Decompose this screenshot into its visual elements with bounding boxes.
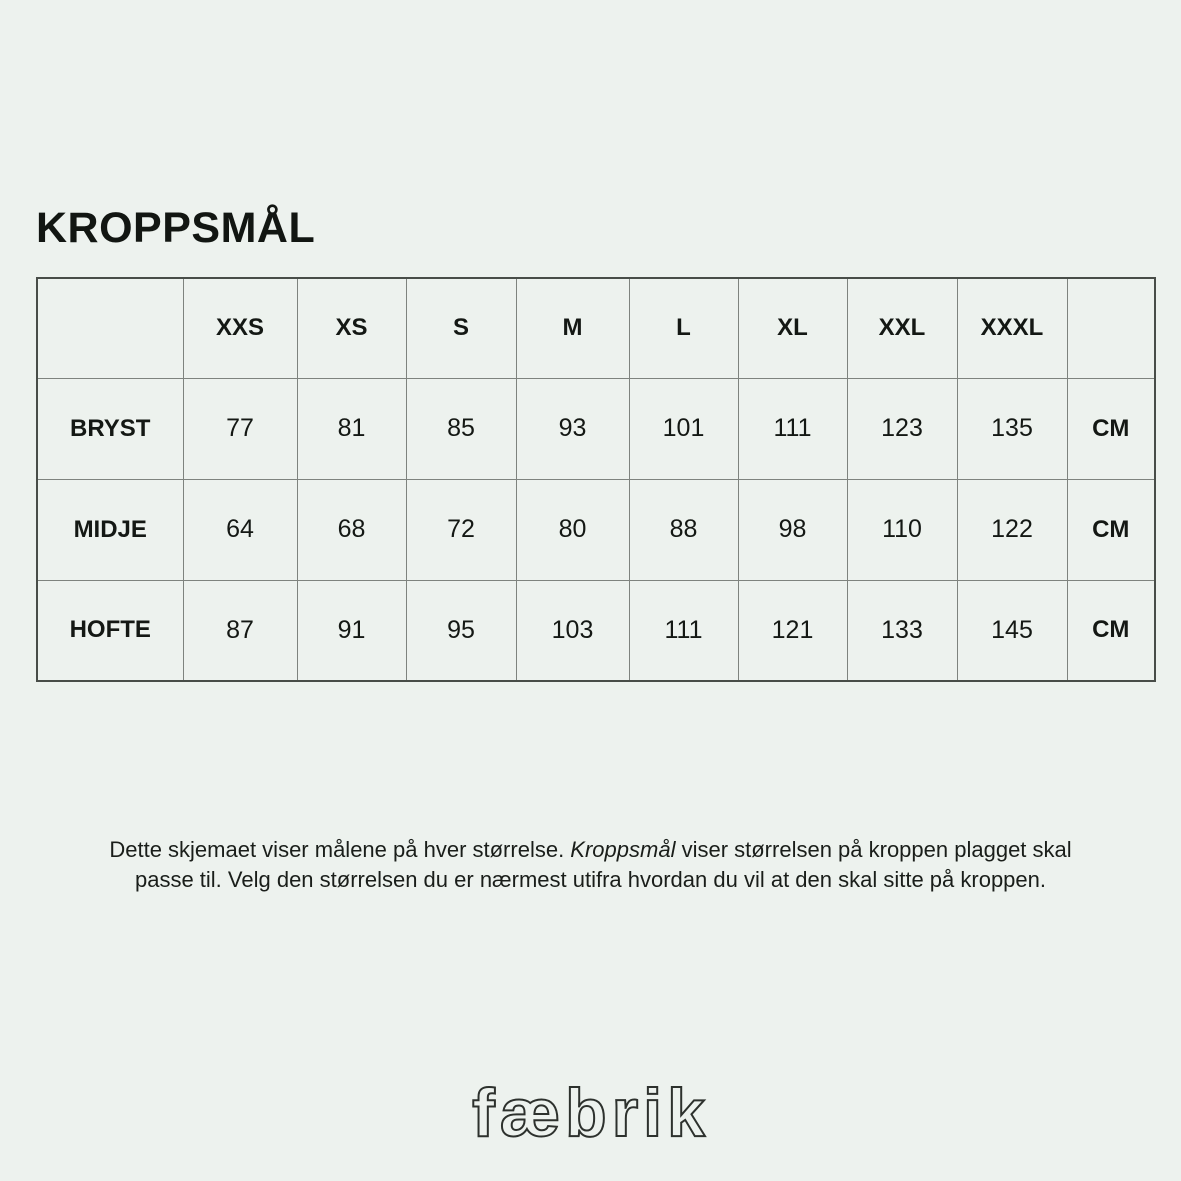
column-header-xxs: XXS [183, 278, 297, 378]
measurement-cell: 95 [406, 580, 516, 681]
measurement-cell: 91 [297, 580, 406, 681]
measurement-cell: 110 [847, 479, 957, 580]
description-text [108, 835, 1073, 895]
table-row-hofte [37, 580, 1155, 681]
measurement-cell: 80 [516, 479, 629, 580]
measurement-cell: 123 [847, 378, 957, 479]
measurement-cell: 77 [183, 378, 297, 479]
row-label-bryst: BRYST [37, 378, 183, 479]
measurement-cell: 111 [738, 378, 847, 479]
column-header-empty [1067, 278, 1155, 378]
table-row-bryst [37, 378, 1155, 479]
table-row-midje [37, 479, 1155, 580]
column-header-xxxl: XXXL [957, 278, 1067, 378]
measurement-cell: 101 [629, 378, 738, 479]
measurement-cell: 111 [629, 580, 738, 681]
measurement-cell: 88 [629, 479, 738, 580]
column-header-l: L [629, 278, 738, 378]
measurement-cell: 98 [738, 479, 847, 580]
description-part-2: viser størrelsen på kroppen plagget skal passe til. Velg den størrelsen du er nærmest utifra hvordan du vil at den skal sitte på kroppen. [134, 837, 1072, 892]
page-title: KROPPSMÅL [36, 204, 316, 252]
column-header-xs: XS [297, 278, 406, 378]
measurement-cell: 122 [957, 479, 1067, 580]
footer-logo-area [0, 1066, 1181, 1166]
column-header-m: M [516, 278, 629, 378]
unit-cell: CM [1067, 378, 1155, 479]
measurement-cell: 145 [957, 580, 1067, 681]
column-header-empty [37, 278, 183, 378]
measurement-cell: 85 [406, 378, 516, 479]
description-part-1: Dette skjemaet viser målene på hver størrelse. [109, 837, 571, 862]
unit-cell: CM [1067, 479, 1155, 580]
measurement-cell: 133 [847, 580, 957, 681]
measurement-cell: 121 [738, 580, 847, 681]
column-header-xxl: XXL [847, 278, 957, 378]
measurement-cell: 87 [183, 580, 297, 681]
measurement-cell: 93 [516, 378, 629, 479]
row-label-midje: MIDJE [37, 479, 183, 580]
measurement-cell: 64 [183, 479, 297, 580]
measurement-cell: 68 [297, 479, 406, 580]
column-header-s: S [406, 278, 516, 378]
fabrik-logo [431, 1066, 751, 1166]
measurement-cell: 72 [406, 479, 516, 580]
measurement-cell: 81 [297, 378, 406, 479]
description-italic-term: Kroppsmål [570, 837, 676, 862]
row-label-hofte: HOFTE [37, 580, 183, 681]
table-body [37, 378, 1155, 681]
table-header-row [37, 278, 1155, 378]
size-chart-table [36, 277, 1156, 682]
fabrik-logo-text: fæbrik [471, 1075, 710, 1151]
column-header-xl: XL [738, 278, 847, 378]
measurement-cell: 135 [957, 378, 1067, 479]
measurement-cell: 103 [516, 580, 629, 681]
unit-cell: CM [1067, 580, 1155, 681]
